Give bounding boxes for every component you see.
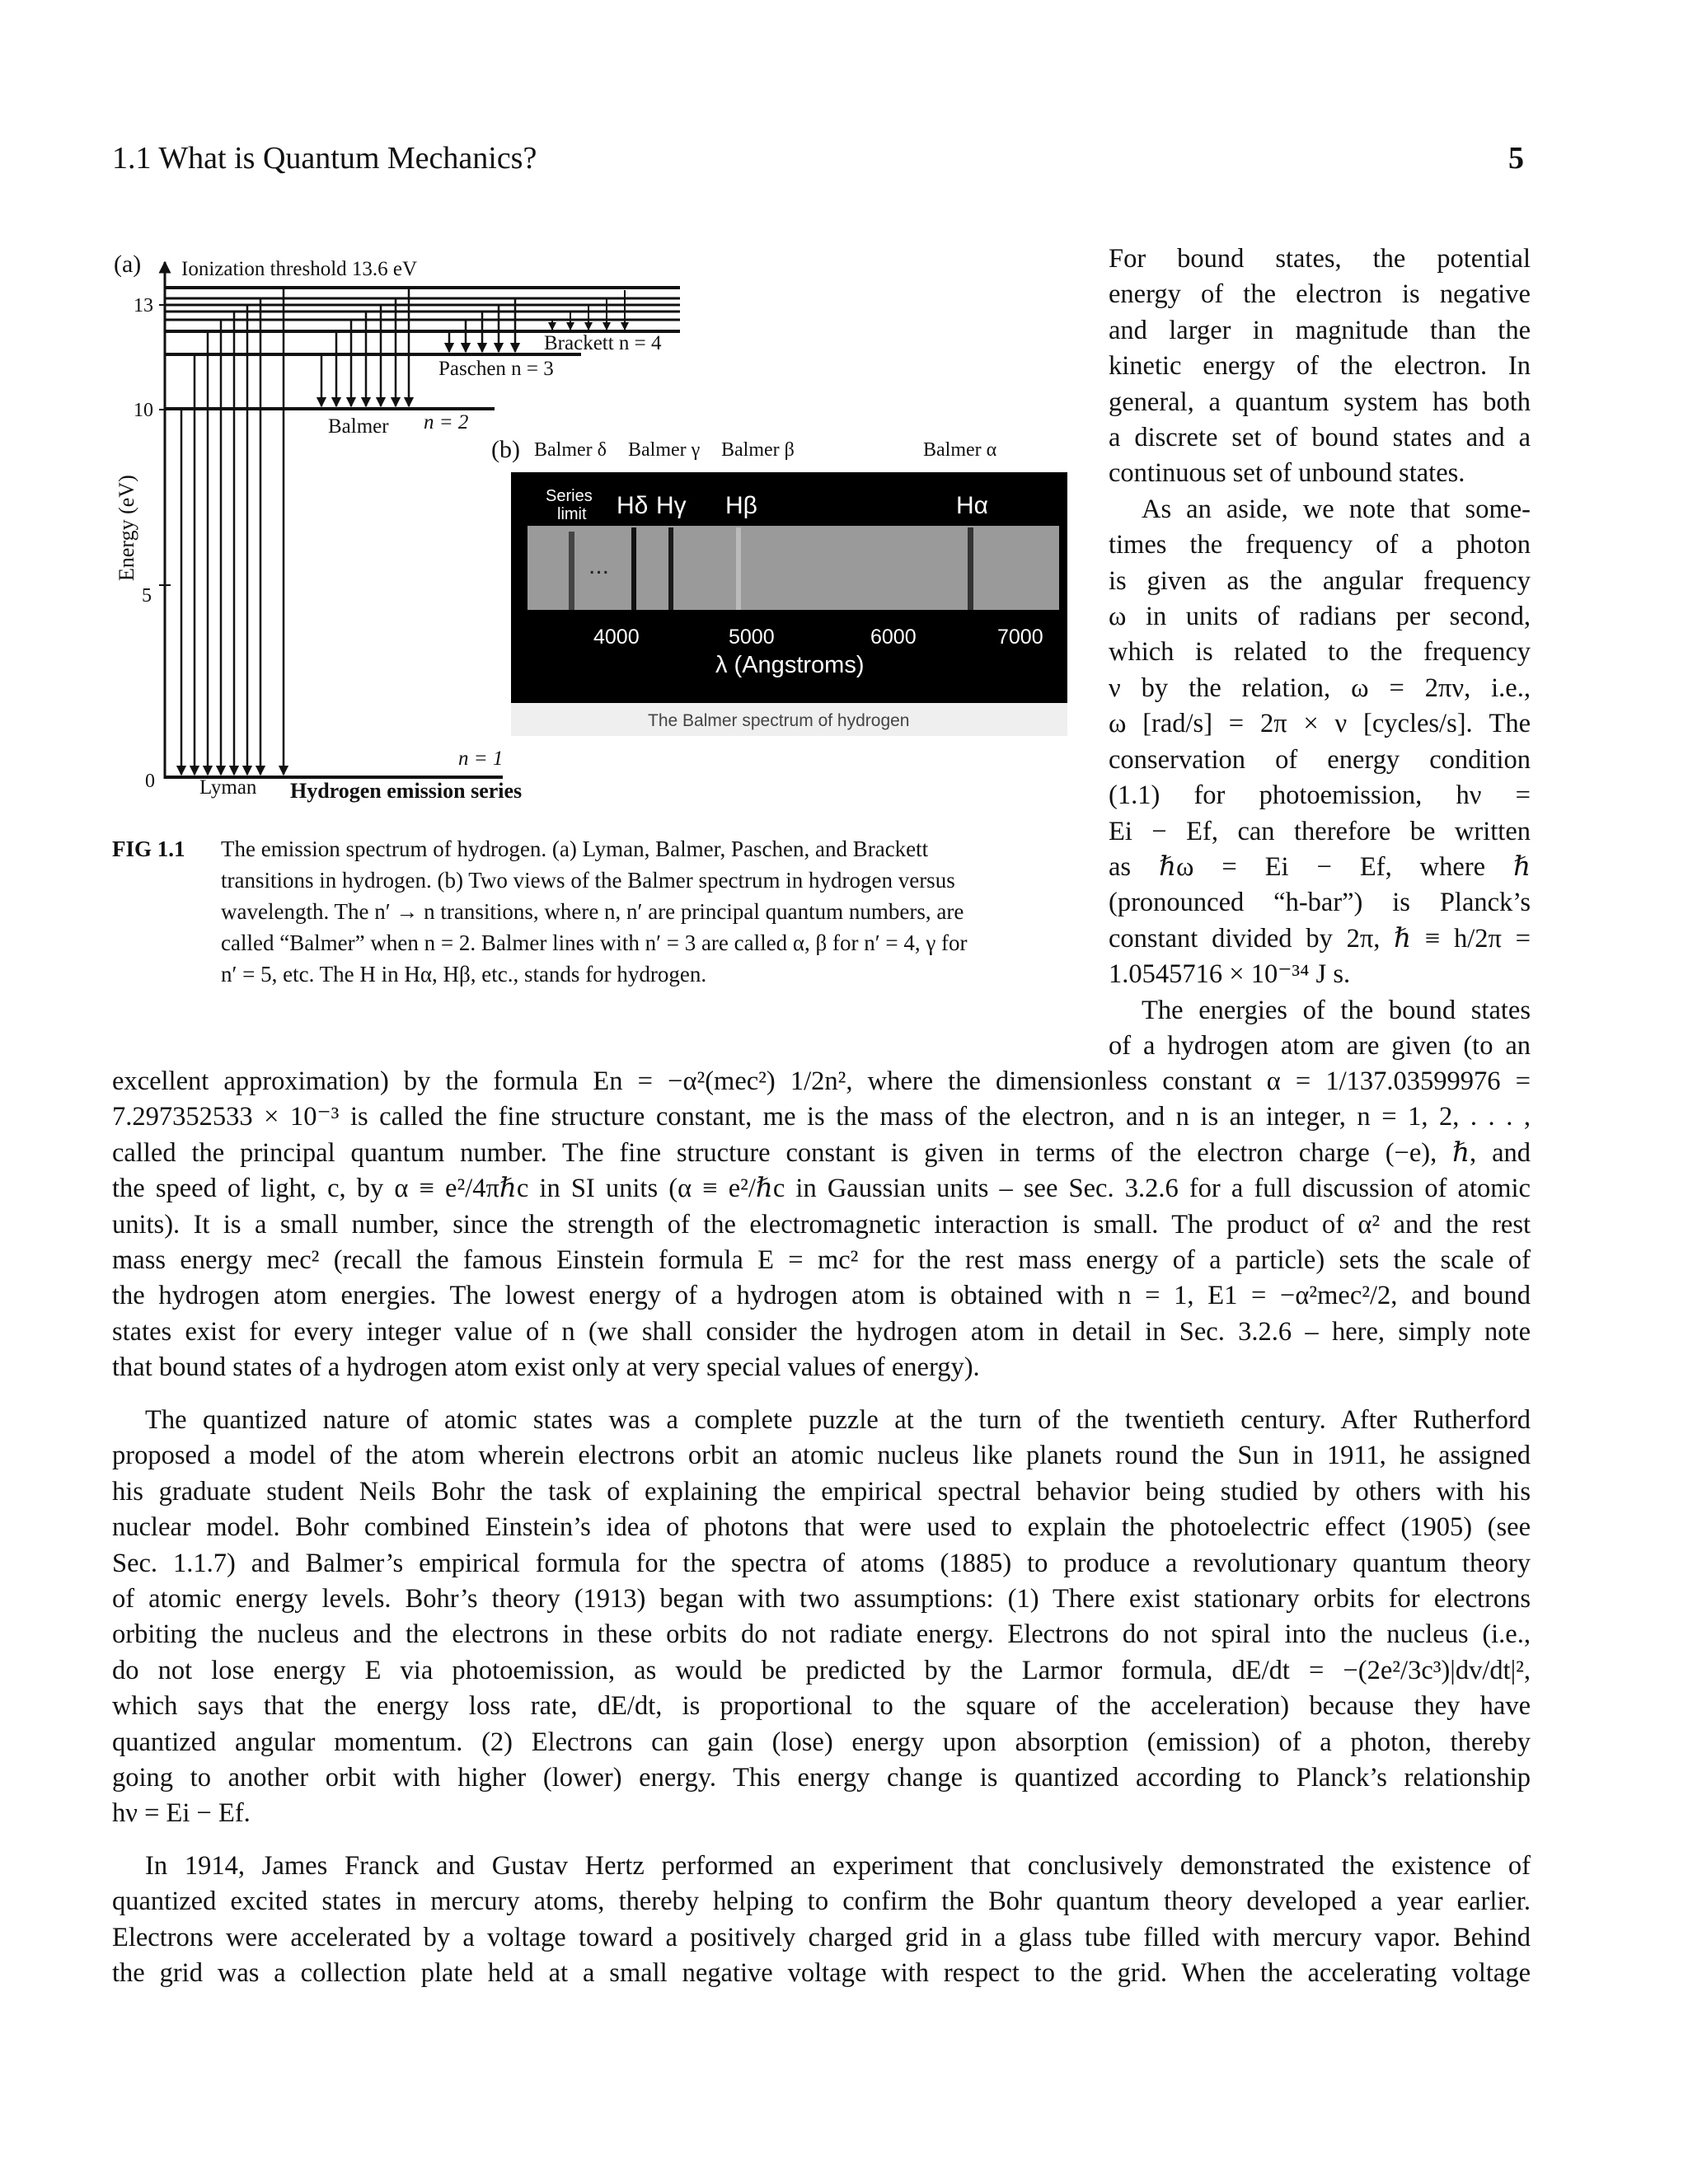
text-line: continuous set of unbound states. — [1109, 458, 1465, 489]
spectrum-caption: The Balmer spectrum of hydrogen — [648, 711, 910, 730]
text-line: a discrete set of bound states and a — [1109, 423, 1531, 453]
text-line: proposed a model of the atom wherein electrons orbit an atomic nucleus like planets round the Sun in 1911, he assigned — [112, 1441, 1531, 1471]
ellipsis: ... — [588, 552, 610, 579]
series-limit-label — [546, 487, 593, 505]
text-line: general, a quantum system has both — [1109, 387, 1531, 417]
text-line: 7.297352533 × 10⁻³ is called the fine structure constant, me is the mass of the electron, and n is an integer, n = 1, 2, . . . , — [112, 1102, 1531, 1132]
paragraph-2 — [112, 1403, 1531, 1832]
x-axis-label: λ (Angstroms) — [715, 652, 865, 678]
text-line: In 1914, James Franck and Gustav Hertz performed an experiment that conclusively demonstrated the existence of — [145, 1851, 1531, 1881]
text-line: of atomic energy levels. Bohr’s theory (1913) began with two assumptions: (1) There exist stationary orbits for electrons — [112, 1584, 1531, 1615]
paragraph-3 — [112, 1849, 1531, 1992]
series-limit-label-2: limit — [557, 505, 587, 523]
text-line: conservation of energy condition — [1109, 744, 1531, 775]
h-beta-line — [736, 527, 741, 610]
text-line: Ei − Ef, can therefore be written — [1109, 816, 1531, 846]
text-line: kinetic energy of the electron. In — [1109, 351, 1531, 382]
text-line: states exist for every integer value of n (we shall consider the hydrogen atom in detail in Sec. 3.2.6 – here, simply note — [112, 1316, 1531, 1347]
text-line: the grid was a collection plate held at a small negative voltage with respect to the grid. When the accelerating voltage — [112, 1958, 1531, 1989]
section-title: 1.1 What is Quantum Mechanics? — [112, 141, 537, 176]
text-line: is given as the angular frequency — [1109, 565, 1531, 596]
text-line: (1.1) for photoemission, hν = — [1109, 780, 1531, 811]
tick-label-4000: 4000 — [593, 626, 640, 649]
text-line: For bound states, the potential — [1109, 244, 1531, 274]
text-line: nuclear model. Bohr combined Einstein’s idea of photons that were used to explain the photoelectric effect (1905) (see — [112, 1512, 1531, 1543]
text-line: excellent approximation) by the formula En = −α²(mec²) 1/2n², where the dimensionless constant α = 1/137.03599976 = — [112, 1066, 1531, 1096]
text-line: constant divided by 2π, ℏ ≡ h/2π = — [1109, 923, 1531, 954]
text-line: that bound states of a hydrogen atom exist only at very special values of energy). — [112, 1352, 980, 1383]
y-axis-label: Energy (eV) — [115, 475, 138, 581]
text-line: which says that the energy loss rate, dE/dt, is proportional to the square of the acceleration) because they have — [112, 1691, 1531, 1722]
caption-line: wavelength. The n′ → n transitions, where n, n′ are principal quantum numbers, are — [221, 899, 964, 924]
caption-line: transitions in hydrogen. (b) Two views of the Balmer spectrum in hydrogen versus — [221, 868, 955, 893]
text-line: Electrons were accelerated by a voltage toward a positively charged grid in a glass tube filled with mercury vapor. Behind — [112, 1922, 1531, 1952]
text-line: ν by the relation, ω = 2πν, i.e., — [1109, 673, 1531, 703]
text-line: of a hydrogen atom are given (to an — [1109, 1030, 1531, 1061]
side-column-text — [1109, 241, 1531, 1064]
h-gamma-line — [668, 527, 673, 610]
lyman-label: Lyman — [199, 776, 257, 799]
text-line: orbiting the nucleus and the electrons in these orbits do not radiate energy. Electrons do not spiral into the nucleus (i.e., — [112, 1619, 1531, 1650]
h-delta-line — [631, 527, 636, 610]
text-line: mass energy mec² (recall the famous Einstein formula E = mc² for the rest mass energy of a particle) sets the scale of — [112, 1245, 1531, 1276]
series-limit-line — [569, 532, 574, 610]
balmer-beta-label: Balmer β — [721, 439, 795, 461]
balmer-level-label: n = 2 — [424, 411, 469, 434]
text-line: Sec. 1.1.7) and Balmer’s empirical formula for the spectra of atoms (1885) to produce a revolutionary quantum theory — [112, 1548, 1531, 1578]
series-limit-text: Series — [546, 487, 593, 505]
tick-label-5000: 5000 — [729, 626, 775, 649]
figure-1-1 — [0, 0, 1088, 824]
text-line: hν = Ei − Ef. — [112, 1798, 251, 1829]
lyman-level-label: n = 1 — [458, 748, 504, 770]
caption-line: The emission spectrum of hydrogen. (a) Lyman, Balmer, Paschen, and Brackett — [221, 837, 929, 861]
text-line: his graduate student Neils Bohr the task of explaining the empirical spectral behavior being studied by others with his — [112, 1476, 1531, 1507]
panel-a-title: Hydrogen emission series — [290, 779, 523, 803]
paschen-label: Paschen n = 3 — [438, 358, 554, 380]
paschen-transitions — [449, 298, 515, 352]
text-line: ω in units of radians per second, — [1109, 602, 1531, 632]
h-delta-label: Hδ — [617, 492, 649, 519]
figure-caption-label: FIG 1.1 — [112, 837, 185, 861]
balmer-gamma-label: Balmer γ — [628, 439, 701, 461]
balmer-label: Balmer — [328, 415, 389, 438]
panel-b-balmer-spectrum — [491, 436, 1067, 736]
text-line: which is related to the frequency — [1109, 637, 1531, 668]
panel-b-label: (b) — [491, 436, 520, 463]
text-line: (pronounced “h-bar”) is Planck’s — [1109, 888, 1531, 918]
panel-a-label: (a) — [114, 251, 142, 278]
h-alpha-line — [968, 527, 973, 610]
text-line: going to another orbit with higher (lower) energy. This energy change is quantized according to Planck’s relationship — [112, 1763, 1531, 1793]
text-line: the speed of light, c, by α ≡ e²/4πℏc in SI units (α ≡ e²/ℏc in Gaussian units – see Sec. 3.2.6 for a full discussion of atomic — [112, 1174, 1531, 1204]
ionization-label: Ionization threshold 13.6 eV — [181, 258, 418, 280]
tick-label-7000: 7000 — [997, 626, 1043, 649]
caption-line: n′ = 5, etc. The H in Hα, Hβ, etc., stands for hydrogen. — [221, 962, 707, 987]
figure-caption — [221, 833, 1078, 990]
tick-label-6000: 6000 — [870, 626, 917, 649]
text-line: and larger in magnitude than the — [1109, 315, 1531, 345]
brackett-transitions — [552, 290, 625, 330]
y-tick-label: 0 — [145, 771, 155, 792]
text-line: called the principal quantum number. The fine structure constant is given in terms of the electron charge (−e), ℏ, and — [112, 1137, 1531, 1168]
h-alpha-label: Hα — [956, 492, 989, 519]
text-line: The energies of the bound states — [1142, 995, 1531, 1025]
y-tick-label: 5 — [142, 585, 152, 607]
text-line: As an aside, we note that some- — [1142, 494, 1531, 524]
h-gamma-label: Hγ — [656, 492, 687, 519]
text-line: energy of the electron is negative — [1109, 279, 1531, 310]
text-line: quantized angular momentum. (2) Electrons can gain (lose) energy upon absorption (emission) of a photon, thereby — [112, 1727, 1531, 1757]
lyman-transitions — [181, 288, 284, 775]
text-line: The quantized nature of atomic states was a complete puzzle at the turn of the twentieth century. After Rutherford — [145, 1405, 1531, 1435]
paragraph-1 — [112, 1064, 1531, 1386]
text-line: as ℏω = Ei − Ef, where ℏ — [1109, 851, 1531, 882]
text-line: the hydrogen atom energies. The lowest energy of a hydrogen atom is obtained with n = 1, E1 = −α²mec²/2, and bound — [112, 1281, 1531, 1311]
text-line: ω [rad/s] = 2π × ν [cycles/s]. The — [1109, 709, 1531, 739]
text-line: quantized excited states in mercury atoms, thereby helping to confirm the Bohr quantum theory developed a year earlier. — [112, 1886, 1531, 1917]
text-line: do not lose energy E via photoemission, as would be predicted by the Larmor formula, dE/dt = −(2e²/3c³)|dv/dt|², — [112, 1655, 1531, 1685]
page-number: 5 — [1508, 141, 1524, 176]
y-tick-label: 10 — [134, 400, 153, 421]
caption-line: called “Balmer” when n = 2. Balmer lines with n′ = 3 are called α, β for n′ = 4, γ for — [221, 930, 968, 955]
text-line: 1.0545716 × 10⁻³⁴ J s. — [1109, 959, 1351, 990]
balmer-alpha-label: Balmer α — [923, 439, 997, 461]
brackett-label: Brackett n = 4 — [544, 332, 662, 354]
y-tick-label: 13 — [134, 295, 153, 316]
h-beta-label: Hβ — [725, 492, 757, 519]
text-line: times the frequency of a photon — [1109, 530, 1531, 560]
text-line: units). It is a small number, since the strength of the electromagnetic interaction is small. The product of α² and the rest — [112, 1209, 1531, 1240]
balmer-delta-label: Balmer δ — [534, 439, 607, 461]
